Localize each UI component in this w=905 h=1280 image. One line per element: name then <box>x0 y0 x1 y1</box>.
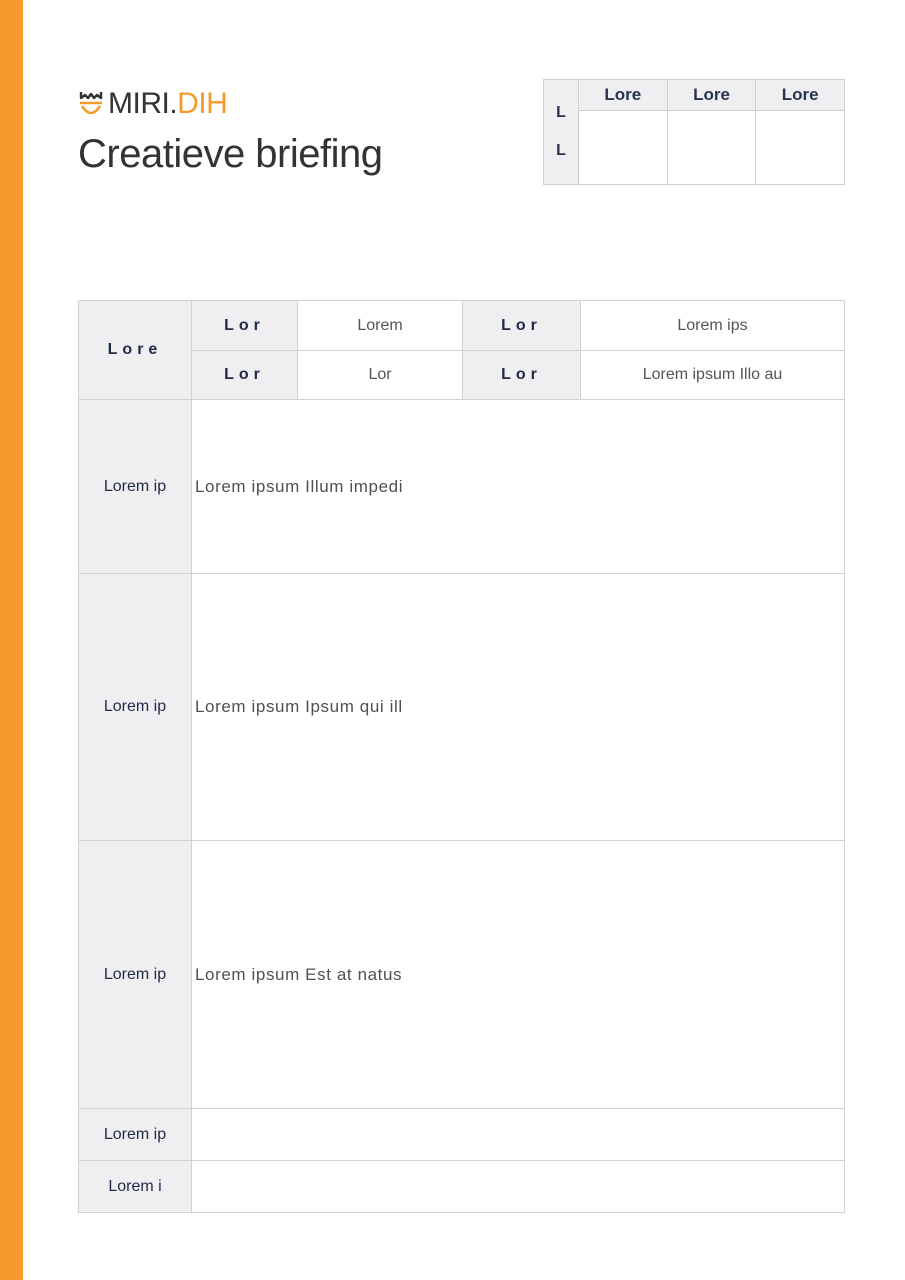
section-content[interactable]: Lorem ipsum Est at natus <box>192 841 845 1109</box>
briefing-table <box>78 300 845 1213</box>
accent-stripe <box>0 0 23 1280</box>
section-label: Lorem ip <box>79 400 192 574</box>
mini-cell[interactable] <box>667 111 756 185</box>
section-content[interactable]: Lorem ipsum Ipsum qui ill <box>192 574 845 841</box>
info-value[interactable]: Lor <box>298 351 463 400</box>
info-group-label: Lore <box>79 301 192 400</box>
section-label: Lorem ip <box>79 574 192 841</box>
mini-cell[interactable] <box>756 111 845 185</box>
section-label: Lorem ip <box>79 1109 192 1161</box>
mini-table <box>543 79 845 185</box>
mini-header-3: Lore <box>756 80 845 111</box>
mini-cell[interactable] <box>579 111 668 185</box>
section-content[interactable]: Lorem ipsum Illum impedi <box>192 400 845 574</box>
info-value[interactable]: Lorem ips <box>581 301 845 351</box>
info-value[interactable]: Lorem ipsum Illo au <box>581 351 845 400</box>
document-title: Creatieve briefing <box>78 132 383 176</box>
brand-name: MIRI.DIH <box>108 87 228 120</box>
info-label: Lor <box>192 301 298 351</box>
info-label: Lor <box>192 351 298 400</box>
brand-logo <box>78 86 227 122</box>
info-value[interactable]: Lorem <box>298 301 463 351</box>
info-label: Lor <box>463 351 581 400</box>
section-content[interactable] <box>192 1161 845 1213</box>
mini-side-labels: L L <box>544 80 579 185</box>
section-label: Lorem ip <box>79 841 192 1109</box>
mini-header-2: Lore <box>667 80 756 111</box>
info-label: Lor <box>463 301 581 351</box>
section-label: Lorem i <box>79 1161 192 1213</box>
mini-header-1: Lore <box>579 80 668 111</box>
section-content[interactable] <box>192 1109 845 1161</box>
logo-mark-icon <box>78 89 104 119</box>
